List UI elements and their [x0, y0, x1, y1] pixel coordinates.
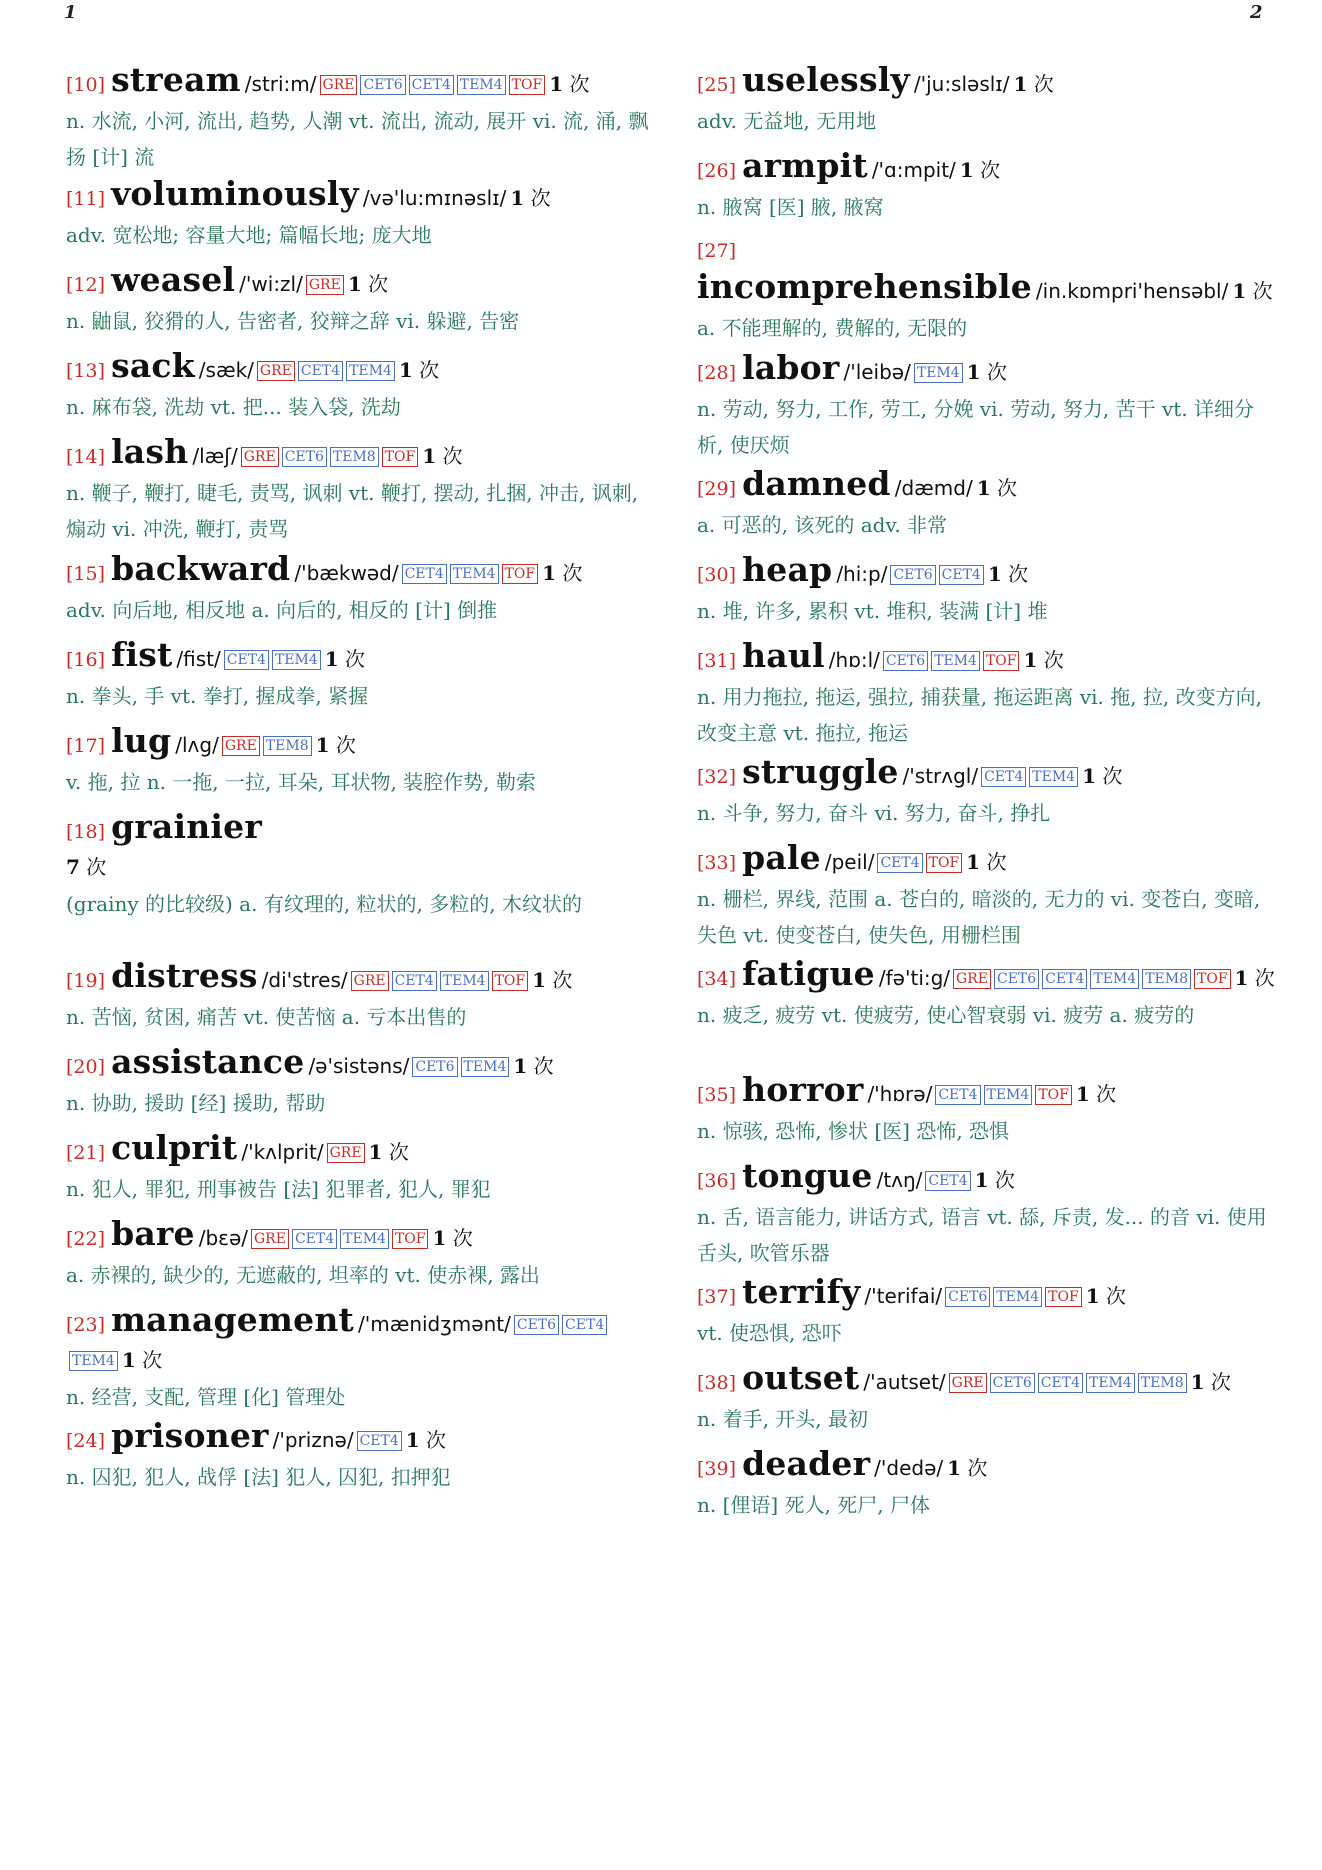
exam-tag: CET6 [282, 447, 327, 467]
phonetic: /hi:p/ [836, 562, 888, 586]
headword: pale [742, 838, 821, 877]
exam-tag: CET6 [945, 1287, 990, 1307]
headword: voluminously [111, 174, 359, 213]
definition: n. 用力拖拉, 拖运, 强拉, 捕获量, 拖运距离 vi. 拖, 拉, 改变方向, 改变主意 vt. 拖拉, 拖运 [697, 685, 1263, 745]
phonetic: /lʌg/ [175, 733, 219, 757]
word-entry [66, 62, 654, 175]
entry-index: [26] [697, 160, 737, 182]
phonetic: /læʃ/ [192, 444, 238, 468]
phonetic: /və'lu:mɪnəslɪ/ [362, 186, 507, 210]
entry-header [66, 723, 654, 764]
definition: adv. 向后地, 相反地 a. 向后的, 相反的 [计] 倒推 [66, 598, 498, 622]
entry-index: [38] [697, 1372, 737, 1394]
entry-header [66, 1418, 654, 1459]
entry-index: [39] [697, 1458, 737, 1480]
definition: n. 惊骇, 恐怖, 惨状 [医] 恐怖, 恐惧 [697, 1119, 1010, 1143]
definition: adv. 宽松地; 容量大地; 篇幅长地; 庞大地 [66, 223, 432, 247]
exam-tag: GRE [351, 971, 389, 991]
occurrence-count: 1 次 [1190, 1370, 1231, 1394]
word-entry [66, 348, 654, 425]
exam-tag: GRE [251, 1229, 289, 1249]
entry-header [697, 1446, 1277, 1487]
definition: a. 可恶的, 该死的 adv. 非常 [697, 513, 948, 537]
headword: damned [742, 464, 891, 503]
exam-tag: TOF [492, 971, 529, 991]
exam-tag: TEM4 [340, 1229, 389, 1249]
entry-index: [30] [697, 564, 737, 586]
occurrence-count: 1 次 [1234, 966, 1275, 990]
exam-tag: TEM8 [1142, 969, 1191, 989]
entry-header [697, 956, 1277, 997]
exam-tag: TOF [509, 75, 546, 95]
entry-index: [20] [66, 1056, 106, 1078]
headword: uselessly [742, 60, 910, 99]
exam-tag: TEM8 [263, 736, 312, 756]
phonetic: /'ɑ:mpit/ [871, 158, 956, 182]
word-entry [66, 723, 654, 800]
headword: incomprehensible [697, 267, 1032, 306]
phonetic: /'bækwəd/ [294, 561, 399, 585]
phonetic: /in.kɒmpri'hensəbl/ [1035, 279, 1229, 303]
word-entry [66, 1130, 654, 1207]
exam-tag: CET6 [412, 1057, 457, 1077]
occurrence-count: 1 次 [347, 272, 389, 296]
entry-index: [14] [66, 446, 106, 468]
entry-header [66, 1216, 654, 1257]
word-entry [697, 754, 1277, 831]
entry-index: [11] [66, 188, 106, 210]
entry-header [66, 1044, 654, 1085]
phonetic: /tʌŋ/ [876, 1168, 923, 1192]
exam-tag: GRE [320, 75, 358, 95]
headword: terrify [742, 1272, 861, 1311]
headword: tongue [742, 1156, 873, 1195]
word-entry [66, 176, 654, 253]
occurrence-count: 1 次 [368, 1140, 409, 1164]
definition: n. 囚犯, 犯人, 战俘 [法] 犯人, 囚犯, 扣押犯 [66, 1465, 451, 1489]
headword: management [111, 1300, 354, 1339]
exam-tag: TEM4 [914, 363, 963, 383]
occurrence-count: 1 次 [121, 1348, 163, 1372]
exam-tag: TEM4 [993, 1287, 1042, 1307]
headword: outset [742, 1358, 860, 1397]
entry-header [697, 234, 1277, 310]
exam-tag: CET6 [994, 969, 1039, 989]
occurrence-count: 1 次 [1075, 1082, 1117, 1106]
entry-header [697, 1360, 1277, 1401]
entry-index: [28] [697, 362, 737, 384]
occurrence-count: 1 次 [513, 1054, 554, 1078]
word-entry [697, 1446, 1277, 1523]
entry-index: [37] [697, 1286, 737, 1308]
entry-index: [31] [697, 650, 737, 672]
entry-header [66, 262, 654, 303]
entry-header [66, 1302, 654, 1379]
exam-tag: TEM4 [457, 75, 506, 95]
occurrence-count: 1 次 [974, 1168, 1015, 1192]
exam-tag: GRE [222, 736, 260, 756]
entry-header [66, 62, 654, 103]
entry-header [66, 809, 654, 886]
definition: n. 舌, 语言能力, 讲话方式, 语言 vt. 舔, 斥责, 发... 的音 vi. 使用舌头, 吹管乐器 [697, 1205, 1267, 1265]
word-entry [66, 434, 654, 547]
exam-tag: CET4 [298, 361, 343, 381]
entry-index: [18] [66, 821, 106, 843]
exam-tag: CET4 [935, 1085, 980, 1105]
exam-tag: TEM8 [1138, 1373, 1187, 1393]
exam-tag: TEM4 [1090, 969, 1139, 989]
word-entry [66, 1418, 654, 1495]
entry-header [697, 1158, 1277, 1199]
phonetic: /'terifai/ [864, 1284, 943, 1308]
phonetic: /'mænidʒmənt/ [357, 1312, 511, 1336]
exam-tag: CET4 [292, 1229, 337, 1249]
exam-tag: CET6 [990, 1373, 1035, 1393]
exam-tag: TOF [1035, 1085, 1072, 1105]
definition: n. 堆, 许多, 累积 vt. 堆积, 装满 [计] 堆 [697, 599, 1048, 623]
definition: n. 拳头, 手 vt. 拳打, 握成拳, 紧握 [66, 684, 369, 708]
exam-tag: CET6 [360, 75, 405, 95]
occurrence-count: 1 次 [315, 733, 356, 757]
occurrence-count: 1 次 [1082, 764, 1123, 788]
exam-tag: GRE [306, 275, 344, 295]
entry-index: [29] [697, 478, 737, 500]
entry-header [697, 638, 1277, 679]
entry-header [697, 840, 1277, 881]
entry-header [697, 466, 1277, 507]
definition: n. 腋窝 [医] 腋, 腋窝 [697, 195, 884, 219]
word-entry [66, 262, 654, 339]
headword: heap [742, 550, 833, 589]
definition: n. 水流, 小河, 流出, 趋势, 人潮 vt. 流出, 流动, 展开 vi. 流, 涌, 飘扬 [计] 流 [66, 109, 649, 169]
definition: n. 苦恼, 贫困, 痛苦 vt. 使苦恼 a. 亏本出售的 [66, 1005, 467, 1029]
exam-tag: CET6 [890, 565, 935, 585]
entry-index: [13] [66, 360, 106, 382]
word-entry [66, 637, 654, 714]
definition: v. 拖, 拉 n. 一拖, 一拉, 耳朵, 耳状物, 装腔作势, 勒索 [66, 770, 536, 794]
definition: n. 斗争, 努力, 奋斗 vi. 努力, 奋斗, 挣扎 [697, 801, 1051, 825]
exam-tag: GRE [241, 447, 279, 467]
entry-index: [27] [697, 240, 737, 262]
phonetic: /bɛə/ [198, 1226, 248, 1250]
headword: horror [742, 1070, 864, 1109]
definition: n. 着手, 开头, 最初 [697, 1407, 869, 1431]
headword: fatigue [742, 954, 875, 993]
occurrence-count: 1 次 [422, 444, 463, 468]
phonetic: /fə'ti:g/ [878, 966, 951, 990]
occurrence-count: 7 次 [66, 855, 107, 879]
definition: vt. 使恐惧, 恐吓 [697, 1321, 842, 1345]
word-entry [697, 62, 1277, 139]
entry-index: [33] [697, 852, 737, 874]
entry-index: [35] [697, 1084, 737, 1106]
exam-tag: TEM4 [1086, 1373, 1135, 1393]
word-entry [697, 1274, 1277, 1351]
definition: (grainy 的比较级) a. 有纹理的, 粒状的, 多粒的, 木纹状的 [66, 892, 582, 916]
definition: n. 疲乏, 疲劳 vt. 使疲劳, 使心智衰弱 vi. 疲劳 a. 疲劳的 [697, 1003, 1195, 1027]
exam-tag: TOF [382, 447, 419, 467]
phonetic: /dæmd/ [894, 476, 973, 500]
word-entry [66, 1216, 654, 1293]
phonetic: /'ju:sləslɪ/ [913, 72, 1010, 96]
entry-header [697, 62, 1277, 103]
phonetic: /hɒ:l/ [828, 648, 880, 672]
exam-tag: CET6 [883, 651, 928, 671]
exam-tag: CET4 [1038, 1373, 1083, 1393]
exam-tag: GRE [949, 1373, 987, 1393]
exam-tag: GRE [953, 969, 991, 989]
exam-tag: TEM4 [1029, 767, 1078, 787]
entry-header [66, 176, 654, 217]
occurrence-count: 1 次 [1023, 648, 1064, 672]
entry-header [66, 348, 654, 389]
headword: lug [111, 721, 172, 760]
headword: prisoner [111, 1416, 269, 1455]
entry-header [697, 552, 1277, 593]
phonetic: /ə'sistəns/ [308, 1054, 410, 1078]
phonetic: /stri:m/ [244, 72, 317, 96]
exam-tag: CET4 [409, 75, 454, 95]
exam-tag: CET4 [877, 853, 922, 873]
headword: fist [111, 635, 173, 674]
entry-header [697, 1072, 1277, 1113]
headword: sack [111, 346, 195, 385]
exam-tag: CET4 [357, 1431, 402, 1451]
entry-index: [23] [66, 1314, 106, 1336]
word-entry [697, 638, 1277, 751]
word-entry [697, 148, 1277, 225]
word-entry [66, 551, 654, 628]
exam-tag: TEM4 [450, 564, 499, 584]
headword: weasel [111, 260, 236, 299]
phonetic: /peil/ [824, 850, 875, 874]
exam-tag: GRE [257, 361, 295, 381]
definition: n. 犯人, 罪犯, 刑事被告 [法] 犯罪者, 犯人, 罪犯 [66, 1177, 491, 1201]
definition: n. 鞭子, 鞭打, 睫毛, 责骂, 讽刺 vt. 鞭打, 摆动, 扎捆, 冲击, 讽刺, 煽动 vi. 冲洗, 鞭打, 责骂 [66, 481, 639, 541]
phonetic: /sæk/ [198, 358, 254, 382]
exam-tag: CET4 [1042, 969, 1087, 989]
exam-tag: TOF [983, 651, 1020, 671]
word-entry [66, 1044, 654, 1121]
exam-tag: CET4 [925, 1171, 970, 1191]
entry-index: [17] [66, 735, 106, 757]
page-number-left: 1 [64, 2, 77, 23]
entry-index: [19] [66, 970, 106, 992]
exam-tag: CET6 [514, 1315, 559, 1335]
exam-tag: TOF [1045, 1287, 1082, 1307]
word-entry [697, 552, 1277, 629]
entry-header [66, 551, 654, 592]
entry-index: [34] [697, 968, 737, 990]
headword: culprit [111, 1128, 238, 1167]
exam-tag: GRE [327, 1143, 365, 1163]
exam-tag: CET4 [224, 650, 269, 670]
definition: n. 协助, 援助 [经] 援助, 帮助 [66, 1091, 326, 1115]
occurrence-count: 1 次 [1013, 72, 1054, 96]
occurrence-count: 1 次 [1085, 1284, 1126, 1308]
occurrence-count: 1 次 [542, 561, 583, 585]
entry-header [697, 350, 1277, 391]
occurrence-count: 1 次 [324, 647, 366, 671]
exam-tag: CET4 [562, 1315, 607, 1335]
word-entry [697, 350, 1277, 463]
headword: stream [111, 60, 241, 99]
entry-header [66, 434, 654, 475]
occurrence-count: 1 次 [966, 360, 1007, 384]
phonetic: /'kʌlprit/ [241, 1140, 324, 1164]
definition: a. 赤裸的, 缺少的, 无遮蔽的, 坦率的 vt. 使赤裸, 露出 [66, 1263, 540, 1287]
occurrence-count: 1 次 [398, 358, 440, 382]
exam-tag: TEM4 [984, 1085, 1033, 1105]
entry-index: [22] [66, 1228, 106, 1250]
entry-header [697, 754, 1277, 795]
exam-tag: TEM4 [69, 1351, 118, 1371]
occurrence-count: 1 次 [432, 1226, 473, 1250]
entry-header [66, 1130, 654, 1171]
headword: armpit [742, 146, 868, 185]
headword: haul [742, 636, 825, 675]
occurrence-count: 1 次 [959, 158, 1001, 182]
definition: n. [俚语] 死人, 死尸, 尸体 [697, 1493, 930, 1517]
phonetic: /di'stres/ [261, 968, 348, 992]
definition: n. 栅栏, 界线, 范围 a. 苍白的, 暗淡的, 无力的 vi. 变苍白, 变暗, 失色 vt. 使变苍白, 使失色, 用栅栏围 [697, 887, 1261, 947]
phonetic: /'leibə/ [843, 360, 911, 384]
phonetic: /'priznə/ [272, 1428, 354, 1452]
phonetic: /'wi:zl/ [239, 272, 303, 296]
headword: backward [111, 549, 291, 588]
headword: deader [742, 1444, 871, 1483]
headword: labor [742, 348, 840, 387]
entry-header [697, 1274, 1277, 1315]
exam-tag: TOF [502, 564, 539, 584]
headword: distress [111, 956, 258, 995]
word-entry [697, 1072, 1277, 1149]
occurrence-count: 1 次 [1232, 279, 1273, 303]
headword: bare [111, 1214, 195, 1253]
phonetic: /'autset/ [863, 1370, 946, 1394]
occurrence-count: 1 次 [987, 562, 1029, 586]
word-entry [66, 809, 654, 922]
definition: n. 鼬鼠, 狡猾的人, 告密者, 狡辩之辞 vi. 躲避, 告密 [66, 309, 520, 333]
phonetic: /'strʌgl/ [902, 764, 979, 788]
word-entry [66, 958, 654, 1035]
entry-index: [12] [66, 274, 106, 296]
occurrence-count: 1 次 [966, 850, 1007, 874]
entry-index: [36] [697, 1170, 737, 1192]
occurrence-count: 1 次 [549, 72, 590, 96]
entry-index: [32] [697, 766, 737, 788]
definition: a. 不能理解的, 费解的, 无限的 [697, 316, 968, 340]
word-entry [697, 1360, 1277, 1437]
exam-tag: CET4 [392, 971, 437, 991]
exam-tag: CET4 [981, 767, 1026, 787]
phonetic: /'hɒrə/ [867, 1082, 933, 1106]
entry-index: [25] [697, 74, 737, 96]
entry-header [66, 958, 654, 999]
word-entry [697, 234, 1277, 346]
word-entry [697, 956, 1277, 1033]
page-number-right: 2 [1250, 2, 1263, 23]
exam-tag: TEM8 [330, 447, 379, 467]
phonetic: /fist/ [176, 647, 221, 671]
entry-header [697, 148, 1277, 189]
entry-index: [10] [66, 74, 106, 96]
entry-index: [24] [66, 1430, 106, 1452]
definition: adv. 无益地, 无用地 [697, 109, 877, 133]
occurrence-count: 1 次 [532, 968, 573, 992]
exam-tag: TEM4 [440, 971, 489, 991]
exam-tag: TOF [926, 853, 963, 873]
entry-index: [16] [66, 649, 106, 671]
definition: n. 麻布袋, 洗劫 vt. 把... 装入袋, 洗劫 [66, 395, 401, 419]
headword: assistance [111, 1042, 305, 1081]
occurrence-count: 1 次 [510, 186, 551, 210]
headword: struggle [742, 752, 899, 791]
exam-tag: TEM4 [346, 361, 395, 381]
word-entry [697, 1158, 1277, 1271]
exam-tag: TEM4 [272, 650, 321, 670]
exam-tag: TOF [392, 1229, 429, 1249]
word-entry [697, 840, 1277, 953]
entry-index: [15] [66, 563, 106, 585]
headword: lash [111, 432, 189, 471]
occurrence-count: 1 次 [405, 1428, 447, 1452]
exam-tag: CET4 [939, 565, 984, 585]
definition: n. 经营, 支配, 管理 [化] 管理处 [66, 1385, 346, 1409]
exam-tag: TOF [1194, 969, 1231, 989]
exam-tag: TEM4 [931, 651, 980, 671]
exam-tag: CET4 [402, 564, 447, 584]
headword: grainier [111, 807, 262, 846]
entry-header [66, 637, 654, 678]
definition: n. 劳动, 努力, 工作, 劳工, 分娩 vi. 劳动, 努力, 苦干 vt. 详细分析, 使厌烦 [697, 397, 1255, 457]
word-entry [66, 1302, 654, 1415]
entry-index: [21] [66, 1142, 106, 1164]
word-entry [697, 466, 1277, 543]
phonetic: /'dedə/ [874, 1456, 944, 1480]
occurrence-count: 1 次 [947, 1456, 988, 1480]
occurrence-count: 1 次 [976, 476, 1017, 500]
exam-tag: TEM4 [461, 1057, 510, 1077]
